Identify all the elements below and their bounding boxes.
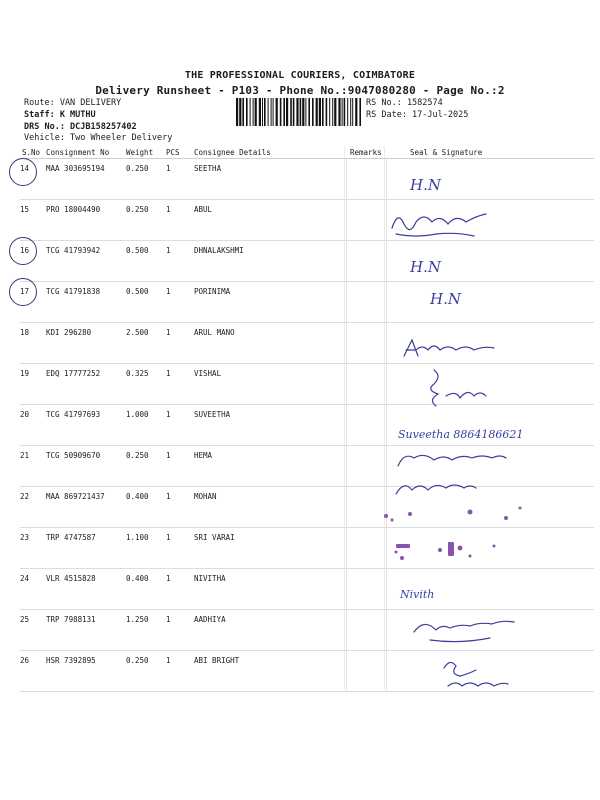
row-pcs: 1 (164, 610, 192, 651)
rs-number: RS No.: 1582574 (366, 98, 443, 108)
row-consignee: SRI VARAI (192, 528, 346, 569)
row-pcs: 1 (164, 282, 192, 323)
row-seal-signature (386, 651, 594, 692)
row-remarks (346, 364, 386, 405)
row-consignment: KDI 296280 (44, 323, 124, 364)
row-remarks (346, 323, 386, 364)
table-row (20, 610, 594, 651)
row-weight: 0.500 (124, 282, 164, 323)
row-seal-signature (386, 487, 594, 528)
row-consignment: PRO 18004490 (44, 200, 124, 241)
row-weight: 0.250 (124, 159, 164, 200)
signature-row-17: H.N (430, 290, 461, 308)
row-remarks (346, 569, 386, 610)
runsheet-table (20, 146, 594, 692)
col-consignee: Consignee Details (192, 146, 346, 159)
table-row (20, 651, 594, 692)
table-row (20, 200, 594, 241)
row-weight: 1.250 (124, 610, 164, 651)
row-sno: 20 (20, 405, 44, 446)
row-consignment: MAA 303695194 (44, 159, 124, 200)
row-weight: 1.100 (124, 528, 164, 569)
signature-row-14: H.N (410, 176, 441, 194)
row-remarks (346, 651, 386, 692)
row-seal-signature (386, 610, 594, 651)
row-weight: 0.325 (124, 364, 164, 405)
table-row (20, 569, 594, 610)
row-weight: 0.500 (124, 241, 164, 282)
row-weight: 0.250 (124, 446, 164, 487)
row-consignee: NIVITHA (192, 569, 346, 610)
row-consignment: MAA 869721437 (44, 487, 124, 528)
sno-circle-mark (9, 237, 37, 265)
row-consignee: ABI BRIGHT (192, 651, 346, 692)
row-remarks (346, 446, 386, 487)
row-consignee: HEMA (192, 446, 346, 487)
row-pcs: 1 (164, 651, 192, 692)
row-seal-signature (386, 364, 594, 405)
row-weight: 0.400 (124, 569, 164, 610)
col-weight: Weight (124, 146, 164, 159)
barcode-icon (236, 98, 362, 126)
row-consignment: TRP 4747587 (44, 528, 124, 569)
vehicle-label: Vehicle: Two Wheeler Delivery (24, 133, 173, 143)
row-seal-signature (386, 200, 594, 241)
row-sno: 24 (20, 569, 44, 610)
row-seal-signature (386, 323, 594, 364)
col-sno: S.No (20, 146, 44, 159)
row-consignment: VLR 4515828 (44, 569, 124, 610)
row-consignee: ARUL MANO (192, 323, 346, 364)
row-remarks (346, 487, 386, 528)
row-weight: 1.000 (124, 405, 164, 446)
row-seal-signature (386, 282, 594, 323)
signature-row-20: Suveetha 8864186621 (398, 428, 524, 441)
row-consignment: TCG 41791838 (44, 282, 124, 323)
row-pcs: 1 (164, 487, 192, 528)
row-pcs: 1 (164, 528, 192, 569)
row-pcs: 1 (164, 569, 192, 610)
row-consignment: EDQ 17777252 (44, 364, 124, 405)
row-pcs: 1 (164, 323, 192, 364)
row-consignee: VISHAL (192, 364, 346, 405)
row-consignment: TCG 50909670 (44, 446, 124, 487)
table-row (20, 241, 594, 282)
row-weight: 0.400 (124, 487, 164, 528)
signature-row-16: H.N (410, 258, 441, 276)
col-pcs: PCS (164, 146, 192, 159)
row-sno: 14 (20, 159, 44, 200)
staff-label: Staff: K MUTHU (24, 110, 96, 120)
row-remarks (346, 610, 386, 651)
signature-row-24: Nivith (400, 588, 435, 601)
row-pcs: 1 (164, 405, 192, 446)
row-consignee: DHNALAKSHMI (192, 241, 346, 282)
row-weight: 0.250 (124, 651, 164, 692)
route-label: Route: VAN DELIVERY (24, 98, 122, 108)
row-sno: 21 (20, 446, 44, 487)
row-remarks (346, 528, 386, 569)
col-remarks: Remarks (346, 146, 386, 159)
table-row (20, 282, 594, 323)
row-sno: 22 (20, 487, 44, 528)
company-name: THE PROFESSIONAL COURIERS, COIMBATORE (184, 70, 416, 81)
row-consignee: ABUL (192, 200, 346, 241)
rs-date: RS Date: 17-Jul-2025 (366, 110, 469, 120)
row-sno: 18 (20, 323, 44, 364)
table-row (20, 487, 594, 528)
table-row (20, 323, 594, 364)
row-consignee: SEETHA (192, 159, 346, 200)
sno-circle-mark (9, 158, 37, 186)
table-row (20, 159, 594, 200)
row-sno: 16 (20, 241, 44, 282)
row-sno: 17 (20, 282, 44, 323)
row-weight: 2.500 (124, 323, 164, 364)
table-row (20, 364, 594, 405)
row-remarks (346, 241, 386, 282)
row-consignment: TRP 7988131 (44, 610, 124, 651)
row-consignee: AADHIYA (192, 610, 346, 651)
row-remarks (346, 282, 386, 323)
row-seal-signature (386, 446, 594, 487)
row-pcs: 1 (164, 241, 192, 282)
row-sno: 19 (20, 364, 44, 405)
row-consignee: SUVEETHA (192, 405, 346, 446)
row-remarks (346, 200, 386, 241)
row-sno: 15 (20, 200, 44, 241)
row-pcs: 1 (164, 159, 192, 200)
row-weight: 0.250 (124, 200, 164, 241)
row-consignment: HSR 7392895 (44, 651, 124, 692)
table-row (20, 528, 594, 569)
row-seal-signature (386, 528, 594, 569)
row-sno: 25 (20, 610, 44, 651)
row-pcs: 1 (164, 200, 192, 241)
row-consignment: TCG 41793942 (44, 241, 124, 282)
row-consignee: PORINIMA (192, 282, 346, 323)
row-sno: 23 (20, 528, 44, 569)
col-seal-signature: Seal & Signature (386, 146, 594, 159)
row-sno: 26 (20, 651, 44, 692)
row-pcs: 1 (164, 364, 192, 405)
row-pcs: 1 (164, 446, 192, 487)
row-consignment: TCG 41797693 (44, 405, 124, 446)
col-consignment: Consignment No (44, 146, 124, 159)
runsheet-title: Delivery Runsheet - P103 - Phone No.:9047080280 - Page No.:2 (95, 84, 505, 97)
table-header-row (20, 146, 594, 159)
row-remarks (346, 159, 386, 200)
row-remarks (346, 405, 386, 446)
table-row (20, 446, 594, 487)
drs-number: DRS No.: DCJB158257402 (24, 122, 137, 132)
row-consignee: MOHAN (192, 487, 346, 528)
sno-circle-mark (9, 278, 37, 306)
